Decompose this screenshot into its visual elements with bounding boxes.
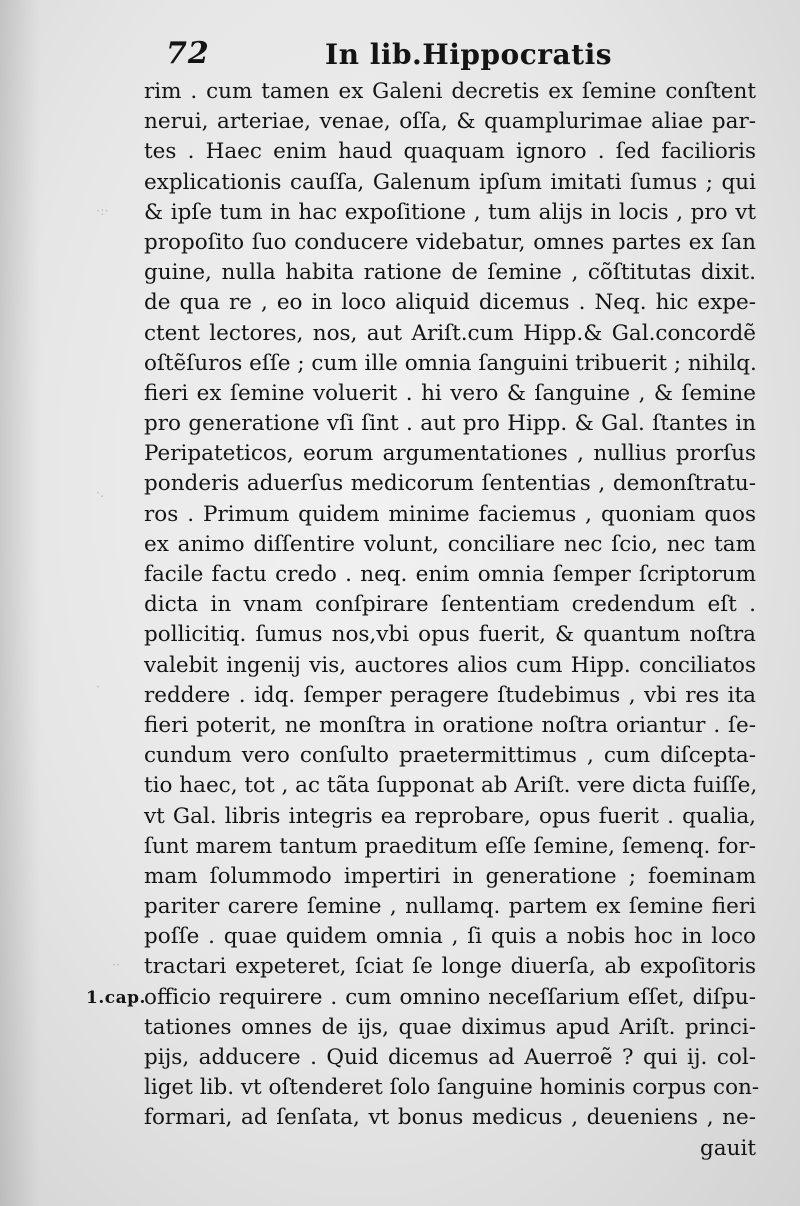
bleed-through-mark: ·: [96, 680, 101, 695]
text-line: oſtẽſuros eſſe ; cum ille omnia ſanguini tribuerit ; nihilq.: [144, 350, 757, 376]
text-line: ctent lectores, nos, aut Ariſt.cum Hipp.& Gal.concordẽ: [144, 320, 756, 346]
text-line: pariter carere ſemine , nullamq. partem ex ſemine fieri: [144, 894, 756, 920]
text-line: ex animo diſſentire volunt, conciliare nec ſcio, nec tam: [144, 531, 756, 557]
running-title: In lib.Hippocratis: [325, 38, 613, 71]
page-header: [0, 36, 800, 76]
text-line: valebit ingenij vis, auctores alios cum Hipp. conciliatos: [144, 652, 756, 678]
text-line: officio requirere . cum omnino neceſſarium eſſet, diſpu-: [144, 984, 756, 1010]
text-line: poſſe . quae quidem omnia , ſi quis a nobis hoc in loco: [144, 924, 756, 950]
text-line: explicationis cauſſa, Galenum ipſum imitati ſumus ; qui: [144, 169, 756, 195]
text-line: propoſito ſuo conducere videbatur, omnes partes ex ſan: [144, 229, 756, 255]
text-line: tationes omnes de ijs, quae diximus apud Ariſt. princi-: [144, 1014, 756, 1040]
text-line: ſunt marem tantum praeditum eſſe ſemine, ſemenq. for-: [144, 833, 756, 859]
text-line: & ipſe tum in hac expoſitione , tum alijs in locis , pro vt: [144, 199, 756, 225]
text-line: pijs, adducere . Quid dicemus ad Auerroẽ ? qui ij. col-: [144, 1045, 756, 1070]
text-line: facile factu credo . neq. enim omnia ſemper ſcriptorum: [144, 562, 756, 587]
text-line: cundum vero conſulto praetermittimus , cum diſcepta-: [144, 743, 756, 769]
bleed-through-mark: ··: [112, 958, 121, 973]
text-line: liget lib. vt oſtenderet ſolo ſanguine hominis corpus con-: [144, 1075, 760, 1101]
text-line: tes . Haec enim haud quaquam ignoro . ſed facilioris: [144, 139, 756, 165]
text-line: rim . cum tamen ex Galeni decretis ex ſemine conſtent: [144, 79, 756, 104]
text-line: tio haec, tot , ac tãta ſupponat ab Ariſt. vere dicta fuiſſe,: [144, 773, 758, 799]
text-line: mam ſolummodo impertiri in generatione ; foeminam: [144, 863, 756, 889]
text-line: dicta in vnam conſpirare ſententiam credendum eſt .: [144, 592, 756, 618]
text-line: Peripateticos, eorum argumentationes , nullius prorſus: [144, 441, 756, 467]
bleed-through-mark: ·:·: [96, 204, 109, 219]
margin-note-chapter: 1.cap.: [86, 988, 146, 1008]
page-number: 72: [166, 36, 210, 71]
text-line: ponderis aduerſus medicorum ſententias , demonſtratu-: [144, 471, 756, 497]
page-gutter-shadow: [0, 0, 40, 1206]
text-line: pro generatione vſi ſint . aut pro Hipp. & Gal. ſtantes in: [144, 411, 756, 437]
text-line: gauit: [700, 1135, 756, 1161]
text-line: fieri ex ſemine voluerit . hi vero & ſanguine , & ſemine: [144, 380, 756, 406]
bleed-through-mark: ·.: [96, 486, 105, 501]
text-line: nerui, arteriae, venae, oſſa, & quamplurimae aliae par-: [144, 109, 756, 135]
text-line: guine, nulla habita ratione de ſemine , cõſtitutas dixit.: [144, 260, 756, 286]
text-line: ros . Primum quidem minime faciemus , quoniam quos: [144, 501, 756, 527]
text-line: de qua re , eo in loco aliquid dicemus . Neq. hic expe-: [144, 290, 756, 316]
text-line: reddere . idq. ſemper peragere ſtudebimus , vbi res ita: [144, 682, 756, 708]
text-line: pollicitiq. ſumus nos,vbi opus fuerit, & quantum noſtra: [144, 622, 756, 648]
text-line: vt Gal. libris integris ea reprobare, opus fuerit . qualia,: [144, 803, 756, 829]
text-line: formari, ad ſenſata, vt bonus medicus , deueniens , ne-: [144, 1105, 756, 1131]
text-line: fieri poterit, ne monſtra in oratione noſtra oriantur . ſe-: [144, 712, 756, 738]
body-text: [144, 77, 760, 1164]
text-line: tractari expeteret, ſciat ſe longe diuerſa, ab expoſitoris: [144, 954, 756, 980]
